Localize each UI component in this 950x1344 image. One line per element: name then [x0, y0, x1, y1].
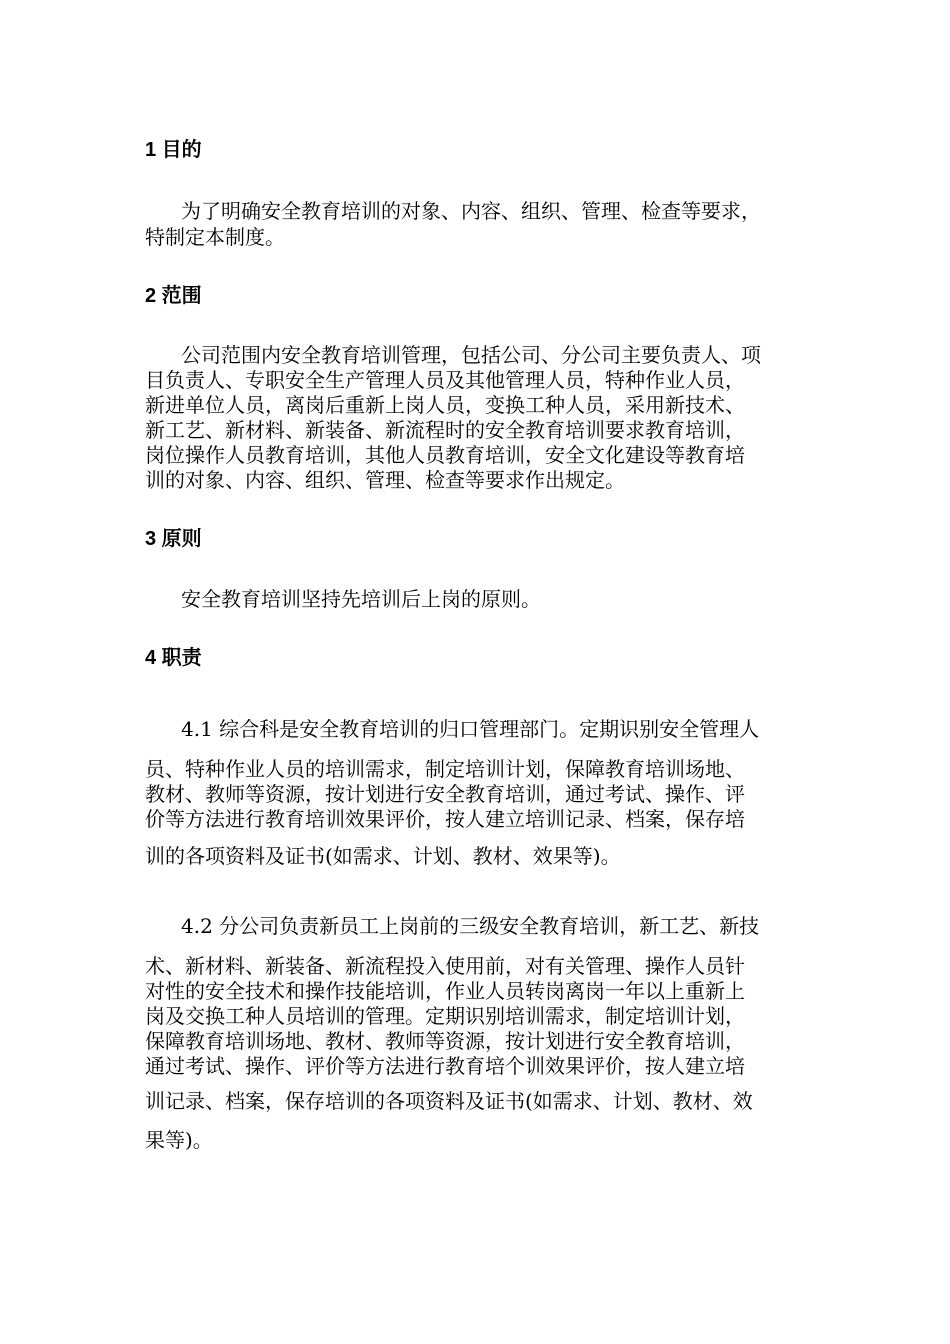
section-heading-scope: 2 范围	[145, 285, 202, 307]
paragraph-line: 员、特种作业人员的培训需求，制定培训计划，保障教育培训场地、	[145, 757, 745, 781]
paragraph-line: 对性的安全技术和操作技能培训，作业人员转岗离岗一年以上重新上	[145, 979, 745, 1003]
paragraph-line: 训的对象、内容、组织、管理、检查等要求作出规定。	[145, 468, 625, 492]
paragraph-line: 新工艺、新材料、新装备、新流程时的安全教育培训要求教育培训，	[145, 418, 745, 442]
paragraph-line: 为了明确安全教育培训的对象、内容、组织、管理、检查等要求，	[181, 199, 761, 223]
paragraph-line: 岗及交换工种人员培训的管理。定期识别培训需求，制定培训计划，	[145, 1004, 745, 1028]
paragraph-line: 特制定本制度。	[145, 225, 285, 249]
section-heading-purpose: 1 目的	[145, 139, 202, 161]
paragraph-line: 果等)。	[145, 1128, 213, 1152]
paragraph-line: 保障教育培训场地、教材、教师等资源，按计划进行安全教育培训，	[145, 1029, 745, 1053]
paragraph-line: 4.1 综合科是安全教育培训的归口管理部门。定期识别安全管理人	[181, 717, 760, 741]
paragraph-line: 训记录、档案，保存培训的各项资料及证书(如需求、计划、教材、效	[145, 1089, 753, 1113]
paragraph-line: 训的各项资料及证书(如需求、计划、教材、效果等)。	[145, 844, 621, 868]
paragraph-line: 教材、教师等资源，按计划进行安全教育培训，通过考试、操作、评	[145, 782, 745, 806]
paragraph-line: 术、新材料、新装备、新流程投入使用前，对有关管理、操作人员针	[145, 954, 745, 978]
section-heading-principle: 3 原则	[145, 528, 202, 550]
paragraph-line: 4.2 分公司负责新员工上岗前的三级安全教育培训，新工艺、新技	[181, 914, 760, 938]
paragraph-line: 新进单位人员，离岗后重新上岗人员，变换工种人员，采用新技术、	[145, 393, 745, 417]
paragraph-line: 岗位操作人员教育培训，其他人员教育培训，安全文化建设等教育培	[145, 443, 745, 467]
paragraph-line: 目负责人、专职安全生产管理人员及其他管理人员，特种作业人员，	[145, 368, 745, 392]
paragraph-line: 通过考试、操作、评价等方法进行教育培个训效果评价，按人建立培	[145, 1054, 745, 1078]
paragraph-line: 价等方法进行教育培训效果评价，按人建立培训记录、档案，保存培	[145, 807, 745, 831]
paragraph-line: 安全教育培训坚持先培训后上岗的原则。	[181, 587, 541, 611]
paragraph-line: 公司范围内安全教育培训管理，包括公司、分公司主要负责人、项	[181, 343, 761, 367]
section-heading-duties: 4 职责	[145, 647, 202, 669]
